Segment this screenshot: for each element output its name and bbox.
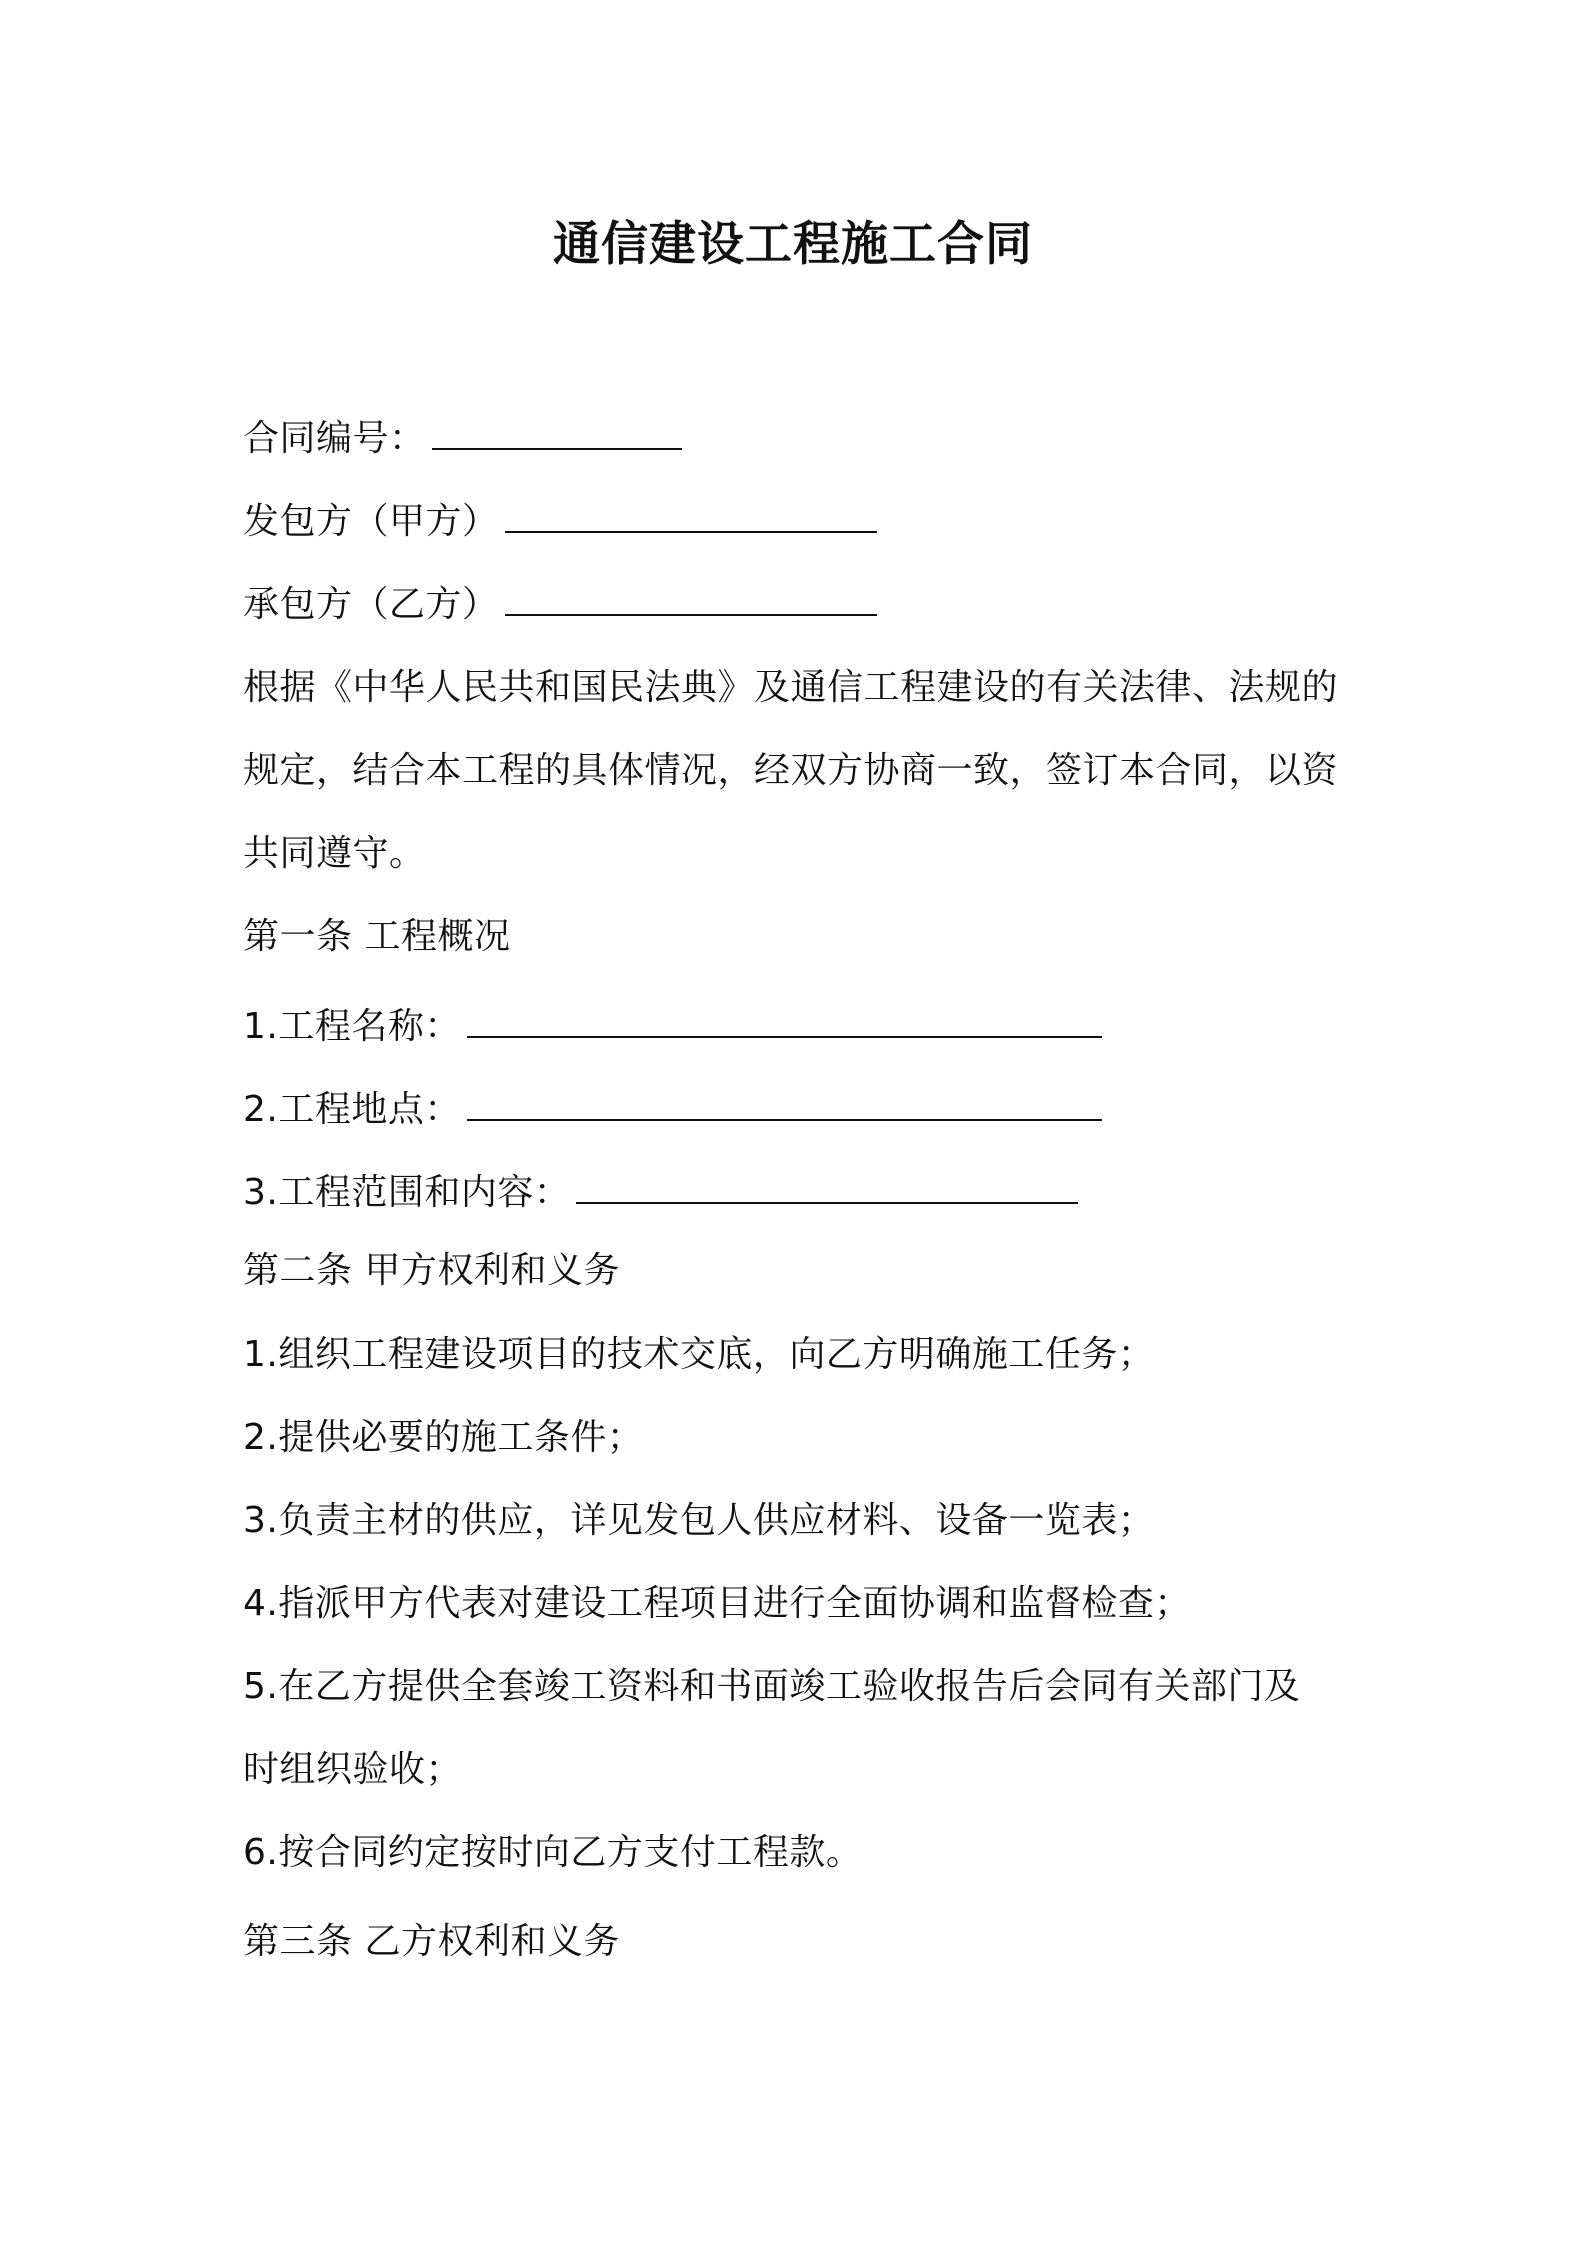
contract-number-field <box>243 412 682 466</box>
article2-line-7: 6.按合同约定按时向乙方支付工程款。 <box>243 1832 863 1873</box>
preamble-line-3: 共同遵守。 <box>243 833 426 874</box>
party-b-label: 承包方（乙方） <box>243 584 499 625</box>
project-scope-blank <box>576 1166 1078 1204</box>
project-location-label: 2.工程地点： <box>243 1089 461 1130</box>
project-name-label: 1.工程名称： <box>243 1006 461 1047</box>
article3-heading: 第三条 乙方权利和义务 <box>243 1921 620 1962</box>
article2-line-4: 4.指派甲方代表对建设工程项目进行全面协调和监督检查； <box>243 1583 1191 1624</box>
article2-line-2: 2.提供必要的施工条件； <box>243 1417 644 1458</box>
article1-heading: 第一条 工程概况 <box>243 916 511 957</box>
party-a-field <box>243 495 877 549</box>
party-b-field <box>243 578 877 632</box>
article2-heading: 第二条 甲方权利和义务 <box>243 1250 620 1291</box>
article2-line-1: 1.组织工程建设项目的技术交底，向乙方明确施工任务； <box>243 1334 1155 1375</box>
article2-line-3: 3.负责主材的供应，详见发包人供应材料、设备一览表； <box>243 1500 1155 1541</box>
document-title: 通信建设工程施工合同 <box>553 217 1033 272</box>
preamble-line-2: 规定，结合本工程的具体情况，经双方协商一致，签订本合同，以资 <box>243 750 1339 791</box>
project-name-blank <box>467 1000 1102 1038</box>
preamble-line-1: 根据《中华人民共和国民法典》及通信工程建设的有关法律、法规的 <box>243 667 1339 708</box>
project-scope-label: 3.工程范围和内容： <box>243 1172 571 1213</box>
article1-item-2 <box>243 1083 1102 1137</box>
article1-item-1 <box>243 1000 1102 1054</box>
party-a-label: 发包方（甲方） <box>243 501 499 542</box>
party-b-blank <box>505 578 877 616</box>
project-location-blank <box>467 1083 1102 1121</box>
article2-line-6: 时组织验收； <box>243 1749 463 1790</box>
contract-number-blank <box>432 412 682 450</box>
party-a-blank <box>505 495 877 533</box>
article2-line-5: 5.在乙方提供全套竣工资料和书面竣工验收报告后会同有关部门及 <box>243 1666 1301 1707</box>
contract-number-label: 合同编号： <box>243 418 426 459</box>
article1-item-3 <box>243 1166 1078 1220</box>
